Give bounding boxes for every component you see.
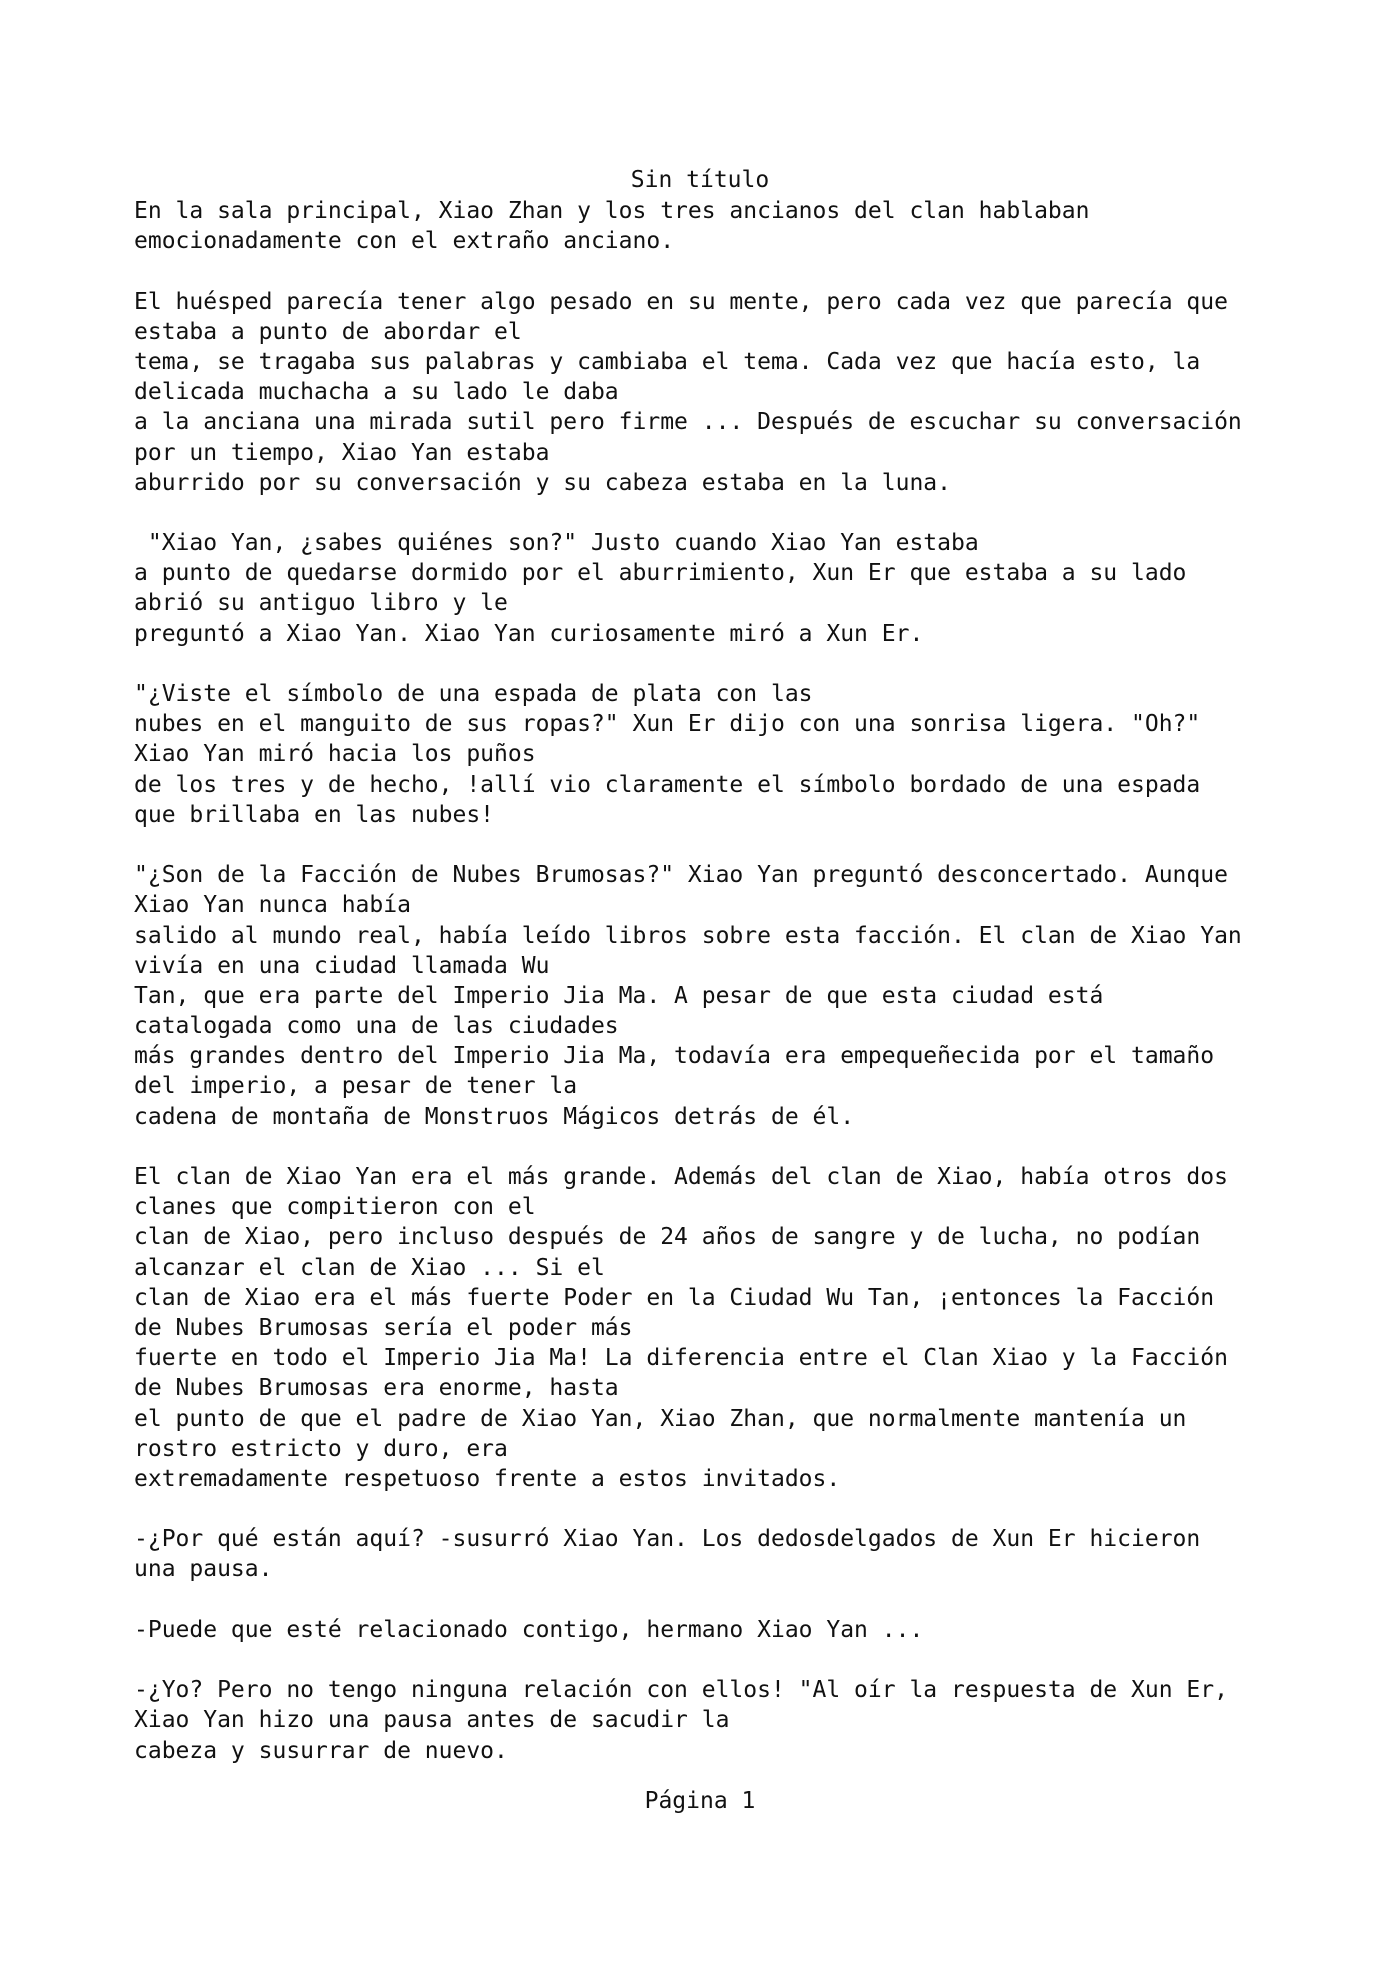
text-line: de los tres y de hecho, !allí vio claramente el símbolo bordado de una espada: [134, 771, 1201, 798]
text-line: una pausa.: [134, 1556, 273, 1583]
text-line: el punto de que el padre de Xiao Yan, Xiao Zhan, que normalmente mantenía un: [134, 1405, 1187, 1432]
page-footer: Página 1: [644, 1788, 756, 1814]
text-line: "Xiao Yan, ¿sabes quiénes son?" Justo cuando Xiao Yan estaba: [134, 530, 979, 557]
text-line: que brillaba en las nubes!: [134, 801, 495, 828]
document-title: Sin título: [630, 167, 770, 193]
text-line: cabeza y susurrar de nuevo.: [134, 1737, 508, 1764]
text-line: [134, 1645, 1284, 1675]
text-line: [134, 1132, 1284, 1162]
text-line: Xiao Yan hizo una pausa antes de sacudir la: [134, 1707, 730, 1734]
text-line: clan de Xiao era el más fuerte Poder en la Ciudad Wu Tan, ¡entonces la Facción: [134, 1284, 1215, 1311]
document-body: [134, 196, 1284, 1766]
text-line: fuerte en todo el Imperio Jia Ma! La diferencia entre el Clan Xiao y la Facción: [134, 1345, 1228, 1372]
text-line: [134, 256, 1284, 286]
text-line: rostro estricto y duro, era: [134, 1435, 508, 1462]
text-line: "¿Son de la Facción de Nubes Brumosas?" Xiao Yan preguntó desconcertado. Aunque: [134, 862, 1228, 889]
text-line: Xiao Yan nunca había: [134, 892, 411, 919]
text-line: extremadamente respetuoso frente a estos invitados.: [134, 1465, 841, 1492]
text-line: clan de Xiao, pero incluso después de 24 años de sangre y de lucha, no podían: [134, 1224, 1201, 1251]
text-line: a la anciana una mirada sutil pero firme ... Después de escuchar su conversación: [134, 409, 1242, 436]
text-line: de Nubes Brumosas sería el poder más: [134, 1314, 633, 1341]
text-line: catalogada como una de las ciudades: [134, 1013, 619, 1040]
text-line: [134, 498, 1284, 528]
text-line: por un tiempo, Xiao Yan estaba: [134, 439, 550, 466]
text-line: cadena de montaña de Monstruos Mágicos detrás de él.: [134, 1103, 855, 1130]
text-line: El clan de Xiao Yan era el más grande. Además del clan de Xiao, había otros dos: [134, 1164, 1228, 1190]
text-line: vivía en una ciudad llamada Wu: [134, 952, 550, 979]
text-line: tema, se tragaba sus palabras y cambiaba el tema. Cada vez que hacía esto, la: [134, 348, 1201, 375]
text-line: "¿Viste el símbolo de una espada de plata con las: [134, 681, 813, 707]
text-line: [134, 649, 1284, 679]
text-line: clanes que compitieron con el: [134, 1194, 536, 1221]
text-line: de Nubes Brumosas era enorme, hasta: [134, 1375, 619, 1402]
text-line: Xiao Yan miró hacia los puños: [134, 741, 536, 768]
text-line: El huésped parecía tener algo pesado en su mente, pero cada vez que parecía que: [134, 288, 1228, 315]
text-line: alcanzar el clan de Xiao ... Si el: [134, 1254, 605, 1281]
text-line: delicada muchacha a su lado le daba: [134, 379, 619, 406]
text-line: aburrido por su conversación y su cabeza estaba en la luna.: [134, 469, 951, 496]
text-line: del imperio, a pesar de tener la: [134, 1073, 578, 1100]
text-line: estaba a punto de abordar el: [134, 318, 522, 345]
text-line: -¿Yo? Pero no tengo ninguna relación con ellos! "Al oír la respuesta de Xun Er,: [134, 1677, 1228, 1704]
text-line: Tan, que era parte del Imperio Jia Ma. A pesar de que esta ciudad está: [134, 982, 1104, 1009]
text-line: [134, 1494, 1284, 1524]
text-line: -¿Por qué están aquí? -susurró Xiao Yan. Los dedosdelgados de Xun Er hicieron: [134, 1526, 1201, 1553]
text-line: salido al mundo real, había leído libros sobre esta facción. El clan de Xiao Yan: [134, 922, 1242, 949]
text-line: más grandes dentro del Imperio Jia Ma, todavía era empequeñecida por el tamaño: [134, 1043, 1215, 1070]
text-line: -Puede que esté relacionado contigo, hermano Xiao Yan ...: [134, 1616, 924, 1643]
text-line: [134, 1585, 1284, 1615]
text-line: preguntó a Xiao Yan. Xiao Yan curiosamente miró a Xun Er.: [134, 620, 924, 647]
text-line: [134, 830, 1284, 860]
text-line: abrió su antiguo libro y le: [134, 590, 508, 617]
text-line: nubes en el manguito de sus ropas?" Xun Er dijo con una sonrisa ligera. "Oh?": [134, 711, 1201, 738]
text-line: emocionadamente con el extraño anciano.: [134, 228, 675, 255]
text-line: a punto de quedarse dormido por el aburrimiento, Xun Er que estaba a su lado: [134, 560, 1187, 587]
text-line: En la sala principal, Xiao Zhan y los tres ancianos del clan hablaban: [134, 198, 1090, 224]
